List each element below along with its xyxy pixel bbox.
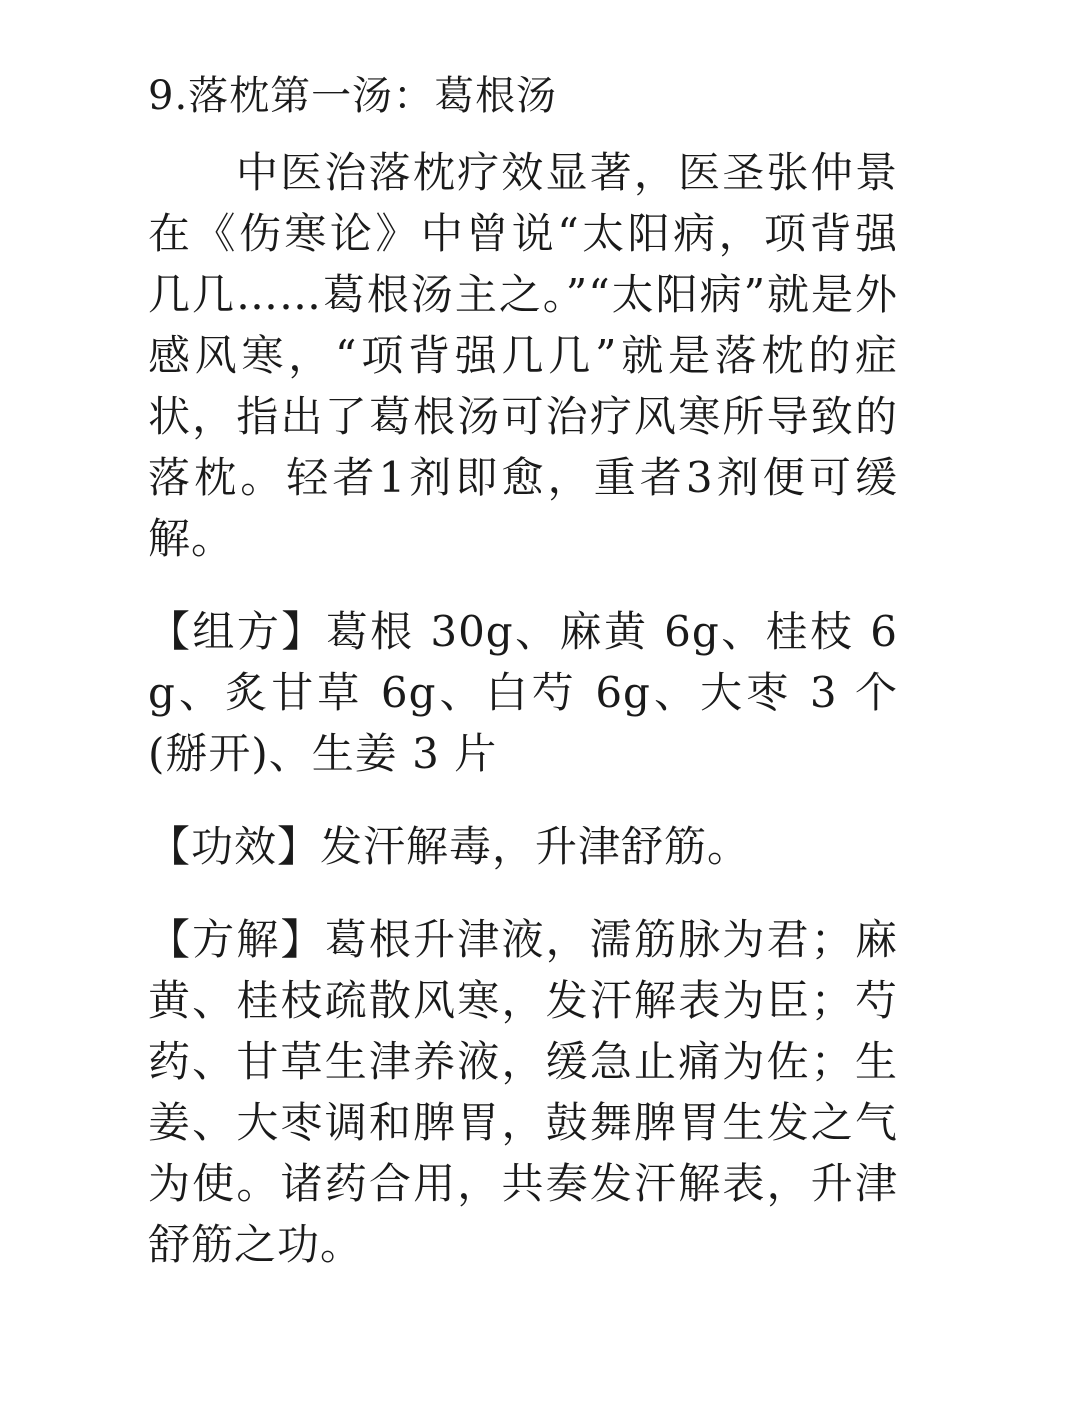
section-formula-tag: 【组方】 xyxy=(148,607,326,656)
section-explanation xyxy=(148,909,898,1275)
section-explanation-content: 葛根升津液，濡筋脉为君；麻黄、桂枝疏散风寒，发汗解表为臣；芍药、甘草生津养液，缓急止痛为佐；生姜、大枣调和脾胃，鼓舞脾胃生发之气为使。诸药合用，共奏发汗解表，升津舒筋之功。 xyxy=(148,915,898,1269)
section-effect xyxy=(148,816,898,877)
section-formula xyxy=(148,601,898,784)
section-effect-content: 发汗解毒，升津舒筋。 xyxy=(320,822,751,871)
section-explanation-tag: 【方解】 xyxy=(148,915,325,964)
section-formula-content: 葛根 30g、麻黄 6g、桂枝 6g、炙甘草 6g、白芍 6g、大枣 3 个(掰开)、生姜 3 片 xyxy=(148,607,898,778)
article-title: 9.落枕第一汤：葛根汤 xyxy=(148,73,558,119)
section-effect-tag: 【功效】 xyxy=(148,822,321,871)
intro-paragraph: 中医治落枕疗效显著，医圣张仲景在《伤寒论》中曾说“太阳病，项背强几几……葛根汤主之。”“太阳病”就是外感风寒，“项背强几几”就是落枕的症状，指出了葛根汤可治疗风寒所导致的落枕。轻者1剂即愈，重者3剂便可缓解。 xyxy=(148,148,898,563)
document-page xyxy=(148,60,898,1307)
